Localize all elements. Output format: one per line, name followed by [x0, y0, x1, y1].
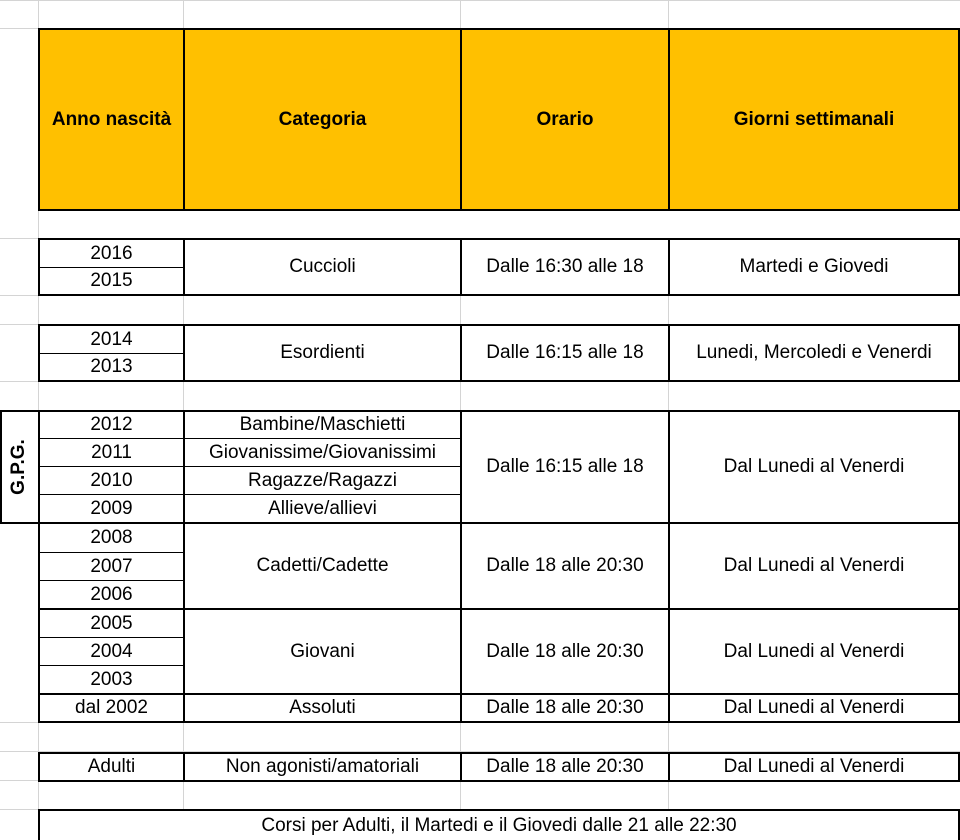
- category-cell: Cadetti/Cadette: [256, 555, 389, 576]
- category-cell: Ragazze/Ragazzi: [248, 469, 397, 491]
- category-cell: Cuccioli: [289, 256, 356, 277]
- year-cell: 2006: [90, 583, 133, 605]
- days-cell: Lunedi, Mercoledi e Venerdi: [696, 342, 932, 363]
- time-cell: Dalle 18 alle 20:30: [486, 640, 644, 662]
- year-cell: 2011: [91, 441, 132, 463]
- border: [38, 780, 960, 782]
- category-cell: Assoluti: [289, 697, 356, 718]
- time-cell: Dalle 16:15 alle 18: [486, 342, 644, 363]
- year-cell: 2004: [90, 640, 133, 662]
- gridline: [0, 0, 960, 1]
- year-cell: 2007: [90, 555, 133, 577]
- days-cell: Martedi e Giovedi: [739, 256, 889, 277]
- year-cell: 2014: [90, 328, 133, 350]
- year-cell: 2015: [90, 270, 133, 291]
- year-cell: 2009: [90, 497, 133, 519]
- days-cell: Dal Lunedi al Venerdi: [723, 697, 905, 718]
- category-cell: Bambine/Maschietti: [239, 414, 406, 435]
- year-cell: 2008: [90, 527, 133, 548]
- gap-fill: [39, 211, 960, 238]
- category-cell: Esordienti: [280, 342, 365, 363]
- category-cell: Giovani: [290, 640, 355, 662]
- border: [38, 294, 960, 296]
- year-cell: 2016: [90, 242, 133, 264]
- year-cell: 2010: [90, 469, 133, 491]
- group-label-text: G.P.G.: [8, 439, 29, 495]
- time-cell: Dalle 18 alle 20:30: [486, 697, 644, 718]
- header-giorni-settimanali: Giorni settimanali: [733, 108, 895, 130]
- days-cell: Dal Lunedi al Venerdi: [723, 456, 905, 477]
- header-categoria: Categoria: [278, 108, 367, 130]
- time-cell: Dalle 18 alle 20:30: [486, 756, 644, 777]
- footer-note: Corsi per Adulti, il Martedi e il Giovedi dalle 21 alle 22:30: [261, 814, 737, 836]
- category-cell: Allieve/allievi: [268, 497, 377, 519]
- category-cell: Non agonisti/amatoriali: [225, 756, 420, 777]
- time-cell: Dalle 16:30 alle 18: [486, 256, 644, 277]
- category-cell: Giovanissime/Giovanissimi: [208, 441, 436, 463]
- year-cell: 2013: [90, 356, 133, 377]
- year-cell: 2012: [90, 414, 133, 435]
- days-cell: Dal Lunedi al Venerdi: [723, 756, 905, 777]
- year-cell: dal 2002: [75, 697, 148, 718]
- time-cell: Dalle 16:15 alle 18: [486, 456, 644, 477]
- days-cell: Dal Lunedi al Venerdi: [723, 555, 905, 576]
- border: [38, 380, 960, 382]
- year-cell: 2005: [90, 612, 133, 634]
- header-orario: Orario: [536, 108, 594, 130]
- days-cell: Dal Lunedi al Venerdi: [723, 640, 905, 662]
- time-cell: Dalle 18 alle 20:30: [486, 555, 644, 576]
- header-anno-nascita: Anno nascità: [51, 108, 172, 130]
- year-cell: Adulti: [87, 756, 136, 777]
- border: [38, 721, 960, 723]
- year-cell: 2003: [90, 668, 133, 690]
- group-label-gpg: [0, 412, 38, 522]
- border: [38, 209, 960, 211]
